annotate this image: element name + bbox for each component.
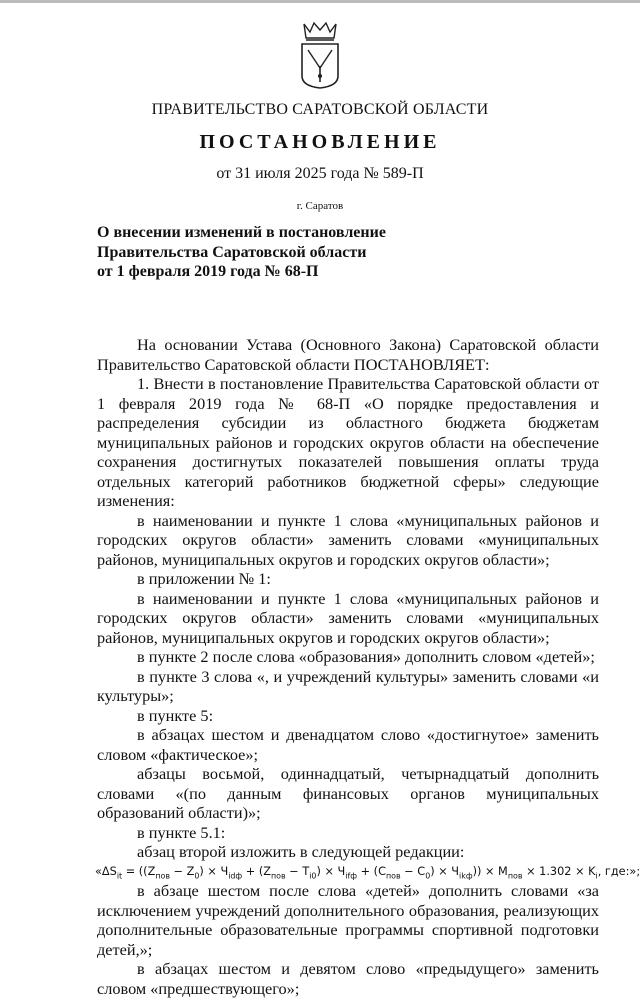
coat-of-arms-icon <box>298 20 342 90</box>
formula: «$\Delta S_{it} = ((Z_{пов} - Z_0) \times Ч_{idф} + (Z_{пов} - T_{i0}) \times Ч_{ifф} + (C_{пов} - C_0) \times Ч_{ikф})) \times M_{пов} \times 1.302 \times K_i$, где:»; <box>95 864 640 880</box>
paragraph: абзацы восьмой, одиннадцатый, четырнадцатый дополнить словами «(по данным финансовых органов муниципальных образований области)»; <box>97 764 599 822</box>
paragraph: в наименовании и пункте 1 слова «муниципальных районов и городских округов области» заменить словами «муниципальных районов, муниципальных округов и городских округов области»; <box>97 588 599 647</box>
document-subject <box>97 223 386 282</box>
date-and-number: от 31 июля 2025 года № 589-П <box>216 165 424 182</box>
document-body <box>95 335 640 998</box>
subject-line: Правительства Саратовской области <box>97 243 367 261</box>
paragraph: в пункте 3 слова «, и учреждений культуры» заменить словами «и культуры»; <box>97 666 599 705</box>
paragraph: в пункте 2 после слова «образования» дополнить словом «детей»; <box>137 647 595 666</box>
document-type: ПОСТАНОВЛЕНИЕ <box>199 131 441 153</box>
scan-edge <box>0 0 640 3</box>
paragraph: абзац второй изложить в следующей редакции: <box>137 842 465 861</box>
paragraph: в приложении № 1: <box>137 569 271 588</box>
paragraph: в наименовании и пункте 1 слова «муниципальных районов и городских округов области» заменить словами «муниципальных районов, муниципальных округов и городских округов области»; <box>97 510 599 569</box>
city: г. Саратов <box>296 200 344 212</box>
paragraph: 1. Внести в постановление Правительства Саратовской области от 1 февраля 2019 года № 68-П «О порядке предоставления и распределения субсидии из областного бюджета бюджетам муниципальных районов и городских округов области на обеспечение сохранения достигнутых показателей повышения оплаты труда отдельных категорий работников бюджетной сферы» следующие изменения: <box>97 374 599 510</box>
government-name: ПРАВИТЕЛЬСТВО САРАТОВСКОЙ ОБЛАСТИ <box>151 101 489 118</box>
subject-line: от 1 февраля 2019 года № 68-П <box>97 263 319 280</box>
subject-line: О внесении изменений в постановление <box>97 224 386 241</box>
paragraph: в абзацах шестом и двенадцатом слово «достигнутое» заменить словом «фактическое»; <box>97 725 599 764</box>
paragraph: в абзаце шестом после слова «детей» дополнить словами «за исключением учреждений дополнительного образования, реализующих дополнительные образовательные программы спортивной подготовки детей,»; <box>97 881 599 959</box>
paragraph: в абзацах шестом и девятом слово «предыдущего» заменить словом «предшествующего»; <box>97 959 599 998</box>
paragraph: На основании Устава (Основного Закона) Саратовской области Правительство Саратовской области ПОСТАНОВЛЯЕТ: <box>97 335 599 374</box>
paragraph: в пункте 5: <box>137 705 214 725</box>
paragraph: в пункте 5.1: <box>137 822 226 842</box>
